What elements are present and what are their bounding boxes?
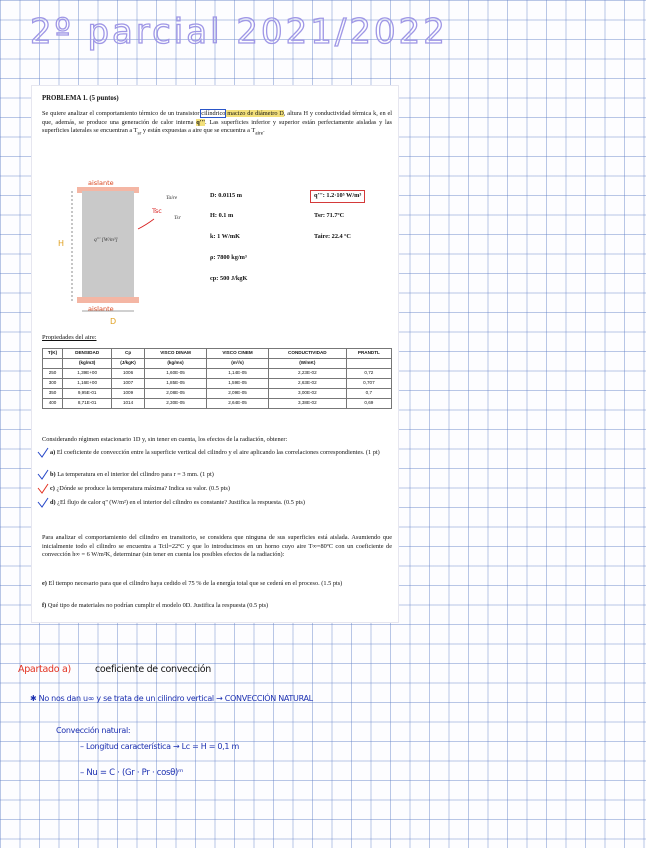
table-row (43, 379, 392, 389)
notes-apartado: Apartado a) (18, 664, 71, 675)
table-unit: (m²/s) (207, 359, 269, 369)
question-a (50, 449, 392, 458)
question-f (42, 602, 392, 611)
top-insulation-note: aislante (88, 179, 114, 187)
intro-text: . Las superficies inferior y superior están perfectamente aisladas y las superficies laterales se encuentran a T (42, 118, 392, 134)
table-cell: 1,39E+00 (63, 369, 112, 379)
table-cell: 0,7 (346, 389, 391, 399)
intro-text: . (263, 127, 265, 134)
table-cell: 1,59E-05 (207, 379, 269, 389)
param-generation: q''': 1.2·10⁵ W/m³ (310, 190, 365, 203)
table-cell: 1,16E+00 (63, 379, 112, 389)
notes-line-3: – Longitud característica → Lc = H = 0,1 m (80, 742, 239, 751)
table-cell: 9,95E-01 (63, 389, 112, 399)
notes-line-4: – Nu = C · (Gr · Pr · cosθ)ᵐ (80, 768, 184, 778)
table-header: Cp (112, 349, 145, 359)
table-cell: 1009 (112, 389, 145, 399)
problem-title: PROBLEMA 1. (5 puntos) (42, 95, 119, 102)
table-cell: 250 (43, 369, 63, 379)
parameter-list (210, 186, 400, 296)
air-properties-table (42, 348, 392, 409)
t-sr-label: Tsr (174, 215, 181, 221)
table-cell: 0,69 (346, 399, 391, 409)
table-cell: 1014 (112, 399, 145, 409)
param-density: ρ: 7800 kg/m³ (210, 254, 247, 261)
table-cell: 400 (43, 399, 63, 409)
param-height: H: 0.1 m (210, 212, 234, 219)
table-cell: 1006 (112, 369, 145, 379)
page-heading: 2º parcial 2021/2022 (30, 12, 448, 52)
table-cell: 350 (43, 389, 63, 399)
param-conductivity: k: 1 W/mK (210, 233, 240, 240)
question-text: La temperatura en el interior del cilindro para r = 3 mm. (1 pt) (57, 471, 214, 478)
question-text: El tiempo necesario para que el cilindro haya cedido el 75 % de la energía total que se cederá en el proceso. (1.5 pts) (48, 580, 343, 587)
table-row (43, 389, 392, 399)
figure-arrows (58, 179, 198, 327)
param-tsr: Tsr: 71.7ºC (314, 212, 345, 219)
table-units-row (43, 359, 392, 369)
question-text: El coeficiente de convección entre la superficie vertical del cilindro y el aire aplicando las correlaciones correspondientes. (1 pt) (56, 449, 380, 456)
question-d (50, 499, 392, 508)
intro-text: Se quiere analizar el comportamiento térmico de un transistor (42, 110, 202, 117)
height-note: H (58, 239, 65, 248)
generation-label: q''' [W/m³] (94, 237, 118, 243)
table-header: PRANDTL (346, 349, 391, 359)
intro-highlight-diametro: macizo de diámetro D (225, 110, 284, 117)
question-text: ¿Dónde se produce la temperatura máxima? Indica su valor. (0.5 pts) (56, 485, 230, 492)
transient-statement: Para analizar el comportamiento del cilindro en transitorio, se considera que ninguna de sus superficies está aislada. Asumiendo que inicialmente todo el cilindro se encuentra a Tcil=22ºC y que lo introducimos en un horno cuyo aire T∞=80ºC con un coeficiente de convección h∞ = 6 W/m²K, determinar (sin tener en cuenta los posibles efectos de la radiación): (42, 534, 392, 558)
table-cell: 2,63E-02 (268, 379, 346, 389)
notes-apartado-topic: coeficiente de convección (95, 664, 212, 675)
intro-text: , altura H y conductividad térmica k, en el que, además, se produce una generación de calor interna (42, 110, 392, 126)
table-unit: (kg/m3) (63, 359, 112, 369)
intro-sub: sr (137, 130, 142, 137)
table-cell: 2,23E-02 (268, 369, 346, 379)
problem-sheet (32, 86, 398, 622)
notes-line-1: ✱ No nos dan u∞ y se trata de un cilindro vertical → CONVECCIÓN NATURAL (30, 694, 313, 703)
table-cell: 2,30E-05 (144, 399, 206, 409)
table-unit: (J/kgK) (112, 359, 145, 369)
table-cell: 0,72 (346, 369, 391, 379)
table-cell: 2,64E-05 (207, 399, 269, 409)
intro-sub: aire (255, 130, 264, 137)
table-cell: 0,707 (346, 379, 391, 389)
table-cell: 1,85E-05 (144, 379, 206, 389)
consider-statement: Considerando régimen estacionario 1D y, sin tener en cuenta, los efectos de la radiación, obtener: (42, 436, 288, 443)
question-b (50, 471, 392, 480)
table-header-row (43, 349, 392, 359)
table-cell: 300 (43, 379, 63, 389)
table-header: DENSIDAD (63, 349, 112, 359)
question-c (50, 485, 392, 494)
intro-highlight-q: q''' (196, 118, 206, 126)
question-text: Qué tipo de materiales no podrían cumplir el modelo 0D. Justifica la respuesta (0.5 pts) (47, 602, 269, 609)
intro-highlight-cilindrico: cilíndrico (201, 110, 226, 117)
question-letter: b) (50, 471, 56, 478)
table-unit: (W/mK) (268, 359, 346, 369)
table-header: T(K) (43, 349, 63, 359)
air-properties-title: Propiedades del aire: (42, 334, 97, 341)
table-cell: 1,14E-05 (207, 369, 269, 379)
table-header: CONDUCTIVIDAD (268, 349, 346, 359)
question-letter: e) (42, 580, 47, 587)
table-header: VISCO CINEM (207, 349, 269, 359)
param-taire: Taire: 22.4 ºC (314, 233, 351, 240)
question-letter: f) (42, 602, 47, 609)
table-header: VISCO DINAM (144, 349, 206, 359)
ts-note: Tsc (152, 207, 162, 215)
check-marks (34, 446, 54, 516)
t-aire-label: Taire (166, 195, 178, 201)
notes-line-2: Convección natural: (56, 726, 131, 735)
question-text: ¿El flujo de calor q'' (W/m²) en el interior del cilindro es constante? Justifica la respuesta. (0.5 pts) (57, 499, 305, 506)
cylinder-figure (58, 179, 198, 327)
table-cell: 2,08E-05 (144, 389, 206, 399)
table-cell: 8,71E-01 (63, 399, 112, 409)
bottom-insulation-note: aislante (88, 305, 114, 313)
question-letter: d) (50, 499, 56, 506)
question-e (42, 580, 392, 589)
question-letter: c) (50, 485, 55, 492)
problem-intro (42, 110, 392, 137)
diameter-note: D (110, 317, 117, 326)
intro-text: y están expuestas a aire que se encuentra a T (141, 127, 256, 134)
param-diameter: D: 0.0115 m (210, 192, 243, 199)
table-cell: 3,38E-02 (268, 399, 346, 409)
table-cell: 3,00E-02 (268, 389, 346, 399)
table-unit: (kg/ms) (144, 359, 206, 369)
param-cp: cp: 500 J/kgK (210, 275, 248, 282)
table-cell: 1007 (112, 379, 145, 389)
table-row (43, 369, 392, 379)
table-row (43, 399, 392, 409)
table-unit (43, 359, 63, 369)
table-cell: 2,09E-05 (207, 389, 269, 399)
table-unit (346, 359, 391, 369)
question-letter: a) (50, 449, 56, 456)
table-cell: 1,60E-05 (144, 369, 206, 379)
